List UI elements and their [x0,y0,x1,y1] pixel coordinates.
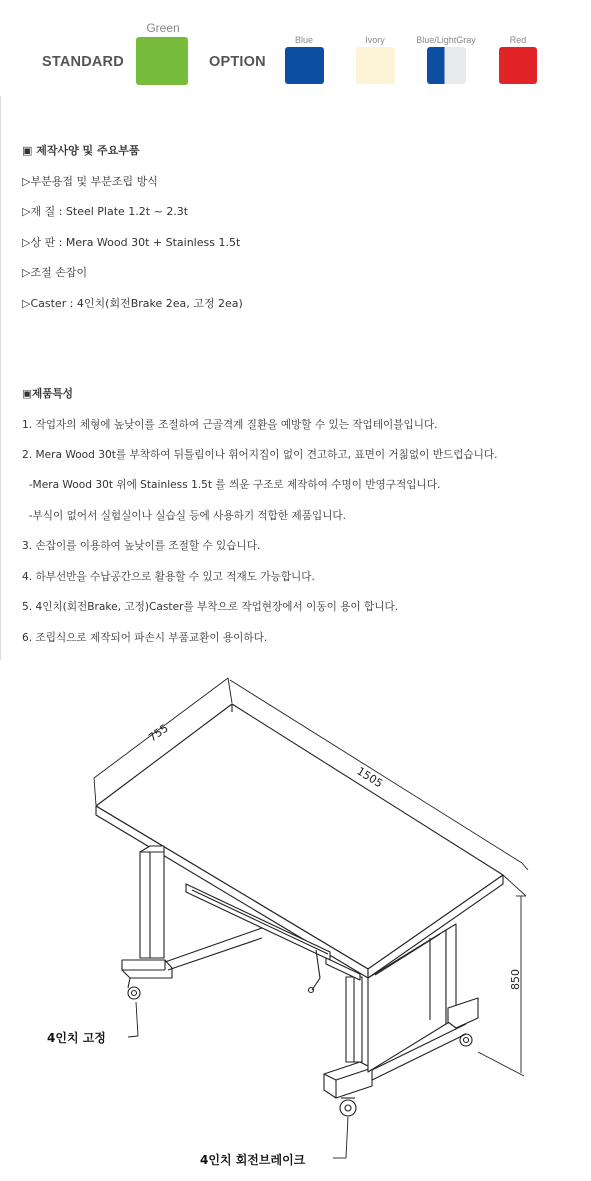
callout-leader-brake-up [346,1117,348,1158]
features-heading: ▣제품특성 [22,388,73,400]
dim-width-label: 1505 [354,764,386,791]
standard-label: STANDARD [42,54,124,70]
option-swatch-blue-lightgray [427,47,466,84]
caster-brake-label: 4인치 회전브레이크 [200,1153,306,1167]
standard-color-name: Green [146,21,180,35]
option-label: OPTION [209,54,266,70]
option-swatch-blue [285,47,324,84]
feature-item: 4. 하부선반을 수납공간으로 활용할 수 있고 적재도 가능합니다. [22,571,315,583]
feature-item: 1. 작업자의 체형에 높낮이를 조절하여 근골격계 질환을 예방할 수 있는 작업테이블입니다. [22,419,438,431]
option-color-name-blue: Blue [294,35,313,45]
spec-item: ▷상 판 : Mera Wood 30t + Stainless 1.5t [22,236,241,249]
dim-height-label: 850 [509,969,522,990]
feature-item: 5. 4인치(회전Brake, 고정)Caster를 부착으로 작업현장에서 이동이 용이 합니다. [22,601,399,613]
callout-leader-fixed [128,1036,138,1037]
feature-item: 3. 손잡이를 이용하여 높낮이를 조절할 수 있습니다. [22,540,261,552]
spec-item: ▷부분용접 및 부분조립 방식 [22,175,158,188]
spec-heading: ▣ 제작사양 및 주요부품 [22,144,140,157]
feature-item: 6. 조립식으로 제작되어 파손시 부품교환이 용이하다. [22,632,268,644]
feature-item: 2. Mera Wood 30t를 부착하여 뒤틀림이나 휘어지집이 없이 견고하고, 표면이 거칢없이 반드럽습니다. [22,449,498,461]
caster-fixed-label: 4인치 고정 [47,1031,106,1045]
standard-color-swatch [136,37,188,85]
option-color-name-ivory: Ivory [365,35,385,45]
spec-item: ▷Caster : 4인치(회전Brake 2ea, 고정 2ea) [22,297,243,310]
option-color-name-blue-lightgray: Blue/LightGray [416,35,476,45]
feature-subitem: -Mera Wood 30t 위에 Stainless 1.5t 를 씌운 구조로 제작하여 수명이 반영구적입니다. [22,479,441,491]
spec-item: ▷조절 손잡이 [22,266,88,279]
dim-depth-label: 755 [146,721,171,745]
option-swatch-ivory [356,47,395,84]
feature-subitem: -부식이 없어서 실험실이나 실습실 등에 사용하기 적합한 제품입니다. [22,510,347,522]
option-color-name-red: Red [509,35,527,45]
left-border-line [0,96,1,660]
spec-item: ▷재 질 : Steel Plate 1.2t ~ 2.3t [22,205,189,218]
table-technical-drawing [0,660,591,1181]
option-swatch-red [499,47,537,84]
callout-leader-fixed-up [136,1002,138,1036]
